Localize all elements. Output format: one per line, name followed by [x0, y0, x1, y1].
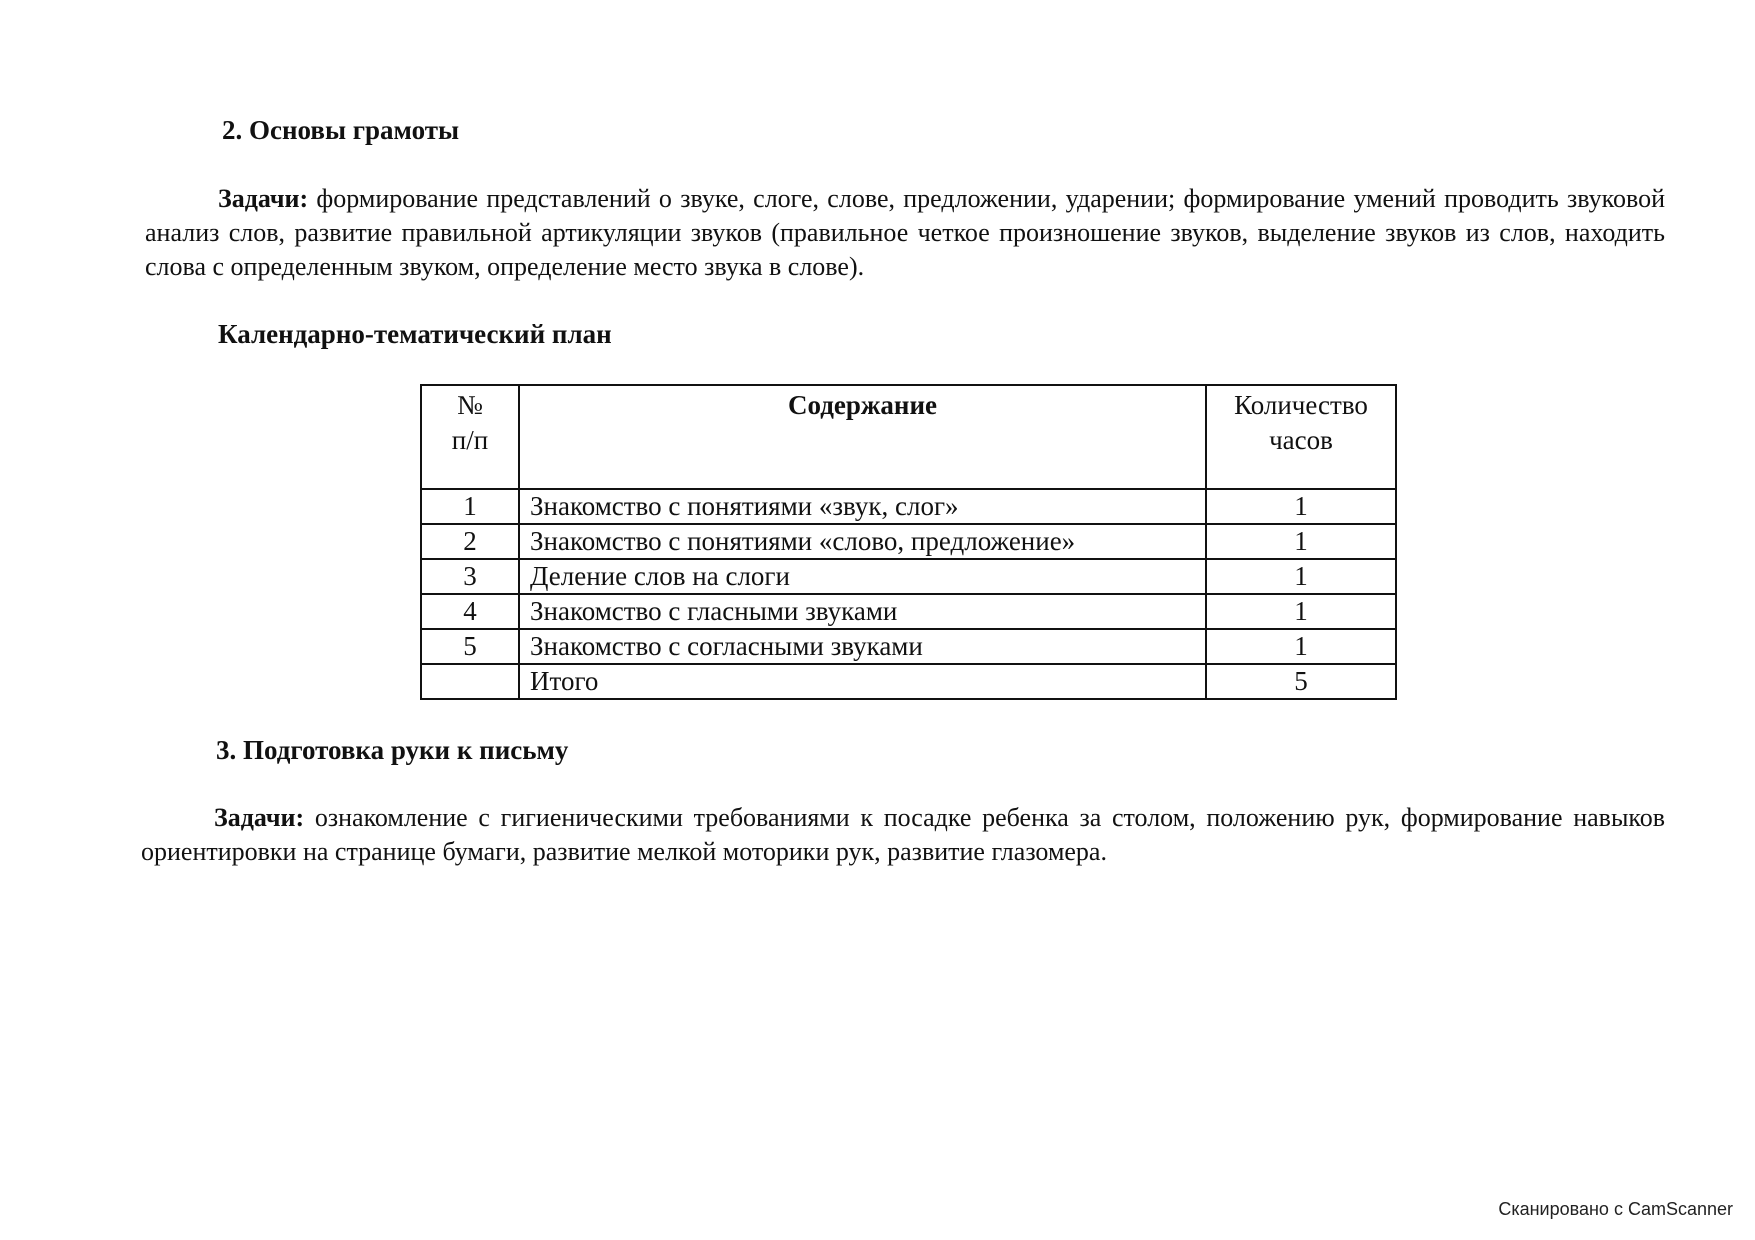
header-hours-line1: Количество — [1234, 390, 1368, 420]
row-hours: 1 — [1206, 594, 1396, 629]
row-number: 2 — [421, 524, 519, 559]
row-content: Знакомство с понятиями «звук, слог» — [519, 489, 1206, 524]
row-hours: 1 — [1206, 489, 1396, 524]
header-number-line1: № — [457, 390, 483, 420]
section-3-tasks-text: ознакомление с гигиеническими требованиями к посадке ребенка за столом, положению рук, формирование навыков ориентировки на странице бумаги, развитие мелкой моторики рук, развитие глазомера. — [141, 803, 1665, 866]
table-row — [421, 559, 1396, 594]
section-2-heading: 2. Основы грамоты — [222, 115, 460, 145]
section-3-heading: 3. Подготовка руки к письму — [216, 735, 569, 765]
section-3-tasks-label: Задачи: — [214, 803, 305, 832]
row-hours: 1 — [1206, 629, 1396, 664]
section-3-tasks-paragraph — [141, 801, 1665, 869]
row-number: 3 — [421, 559, 519, 594]
row-content: Знакомство с понятиями «слово, предложение» — [519, 524, 1206, 559]
row-content: Итого — [519, 664, 1206, 699]
row-content: Знакомство с согласными звуками — [519, 629, 1206, 664]
header-hours — [1206, 385, 1396, 489]
row-hours: 5 — [1206, 664, 1396, 699]
table-total-row — [421, 664, 1396, 699]
table-row — [421, 594, 1396, 629]
table-row — [421, 489, 1396, 524]
row-hours: 1 — [1206, 524, 1396, 559]
table-row — [421, 629, 1396, 664]
row-number — [421, 664, 519, 699]
section-2-tasks-text: формирование представлений о звуке, слоге, слове, предложении, ударении; формирование умений проводить звуковой анализ слов, развитие правильной артикуляции звуков (правильное четкое произношение звуков, выделение звуков из слов, находить слова с определенным звуком, определение место звука в слове). — [145, 184, 1665, 281]
plan-heading: Календарно-тематический план — [218, 319, 612, 349]
row-content: Знакомство с гласными звуками — [519, 594, 1206, 629]
row-number: 4 — [421, 594, 519, 629]
camscanner-watermark: Сканировано с CamScanner — [1498, 1199, 1733, 1219]
header-number — [421, 385, 519, 489]
row-number: 1 — [421, 489, 519, 524]
row-hours: 1 — [1206, 559, 1396, 594]
section-2-tasks-label: Задачи: — [218, 184, 309, 213]
plan-table-header-row — [421, 385, 1396, 489]
section-2-tasks-paragraph — [145, 182, 1665, 284]
row-number: 5 — [421, 629, 519, 664]
plan-table — [420, 384, 1397, 700]
header-content: Содержание — [519, 385, 1206, 489]
row-content: Деление слов на слоги — [519, 559, 1206, 594]
table-row — [421, 524, 1396, 559]
header-number-line2: п/п — [451, 425, 489, 455]
header-hours-line2: часов — [1269, 425, 1333, 455]
